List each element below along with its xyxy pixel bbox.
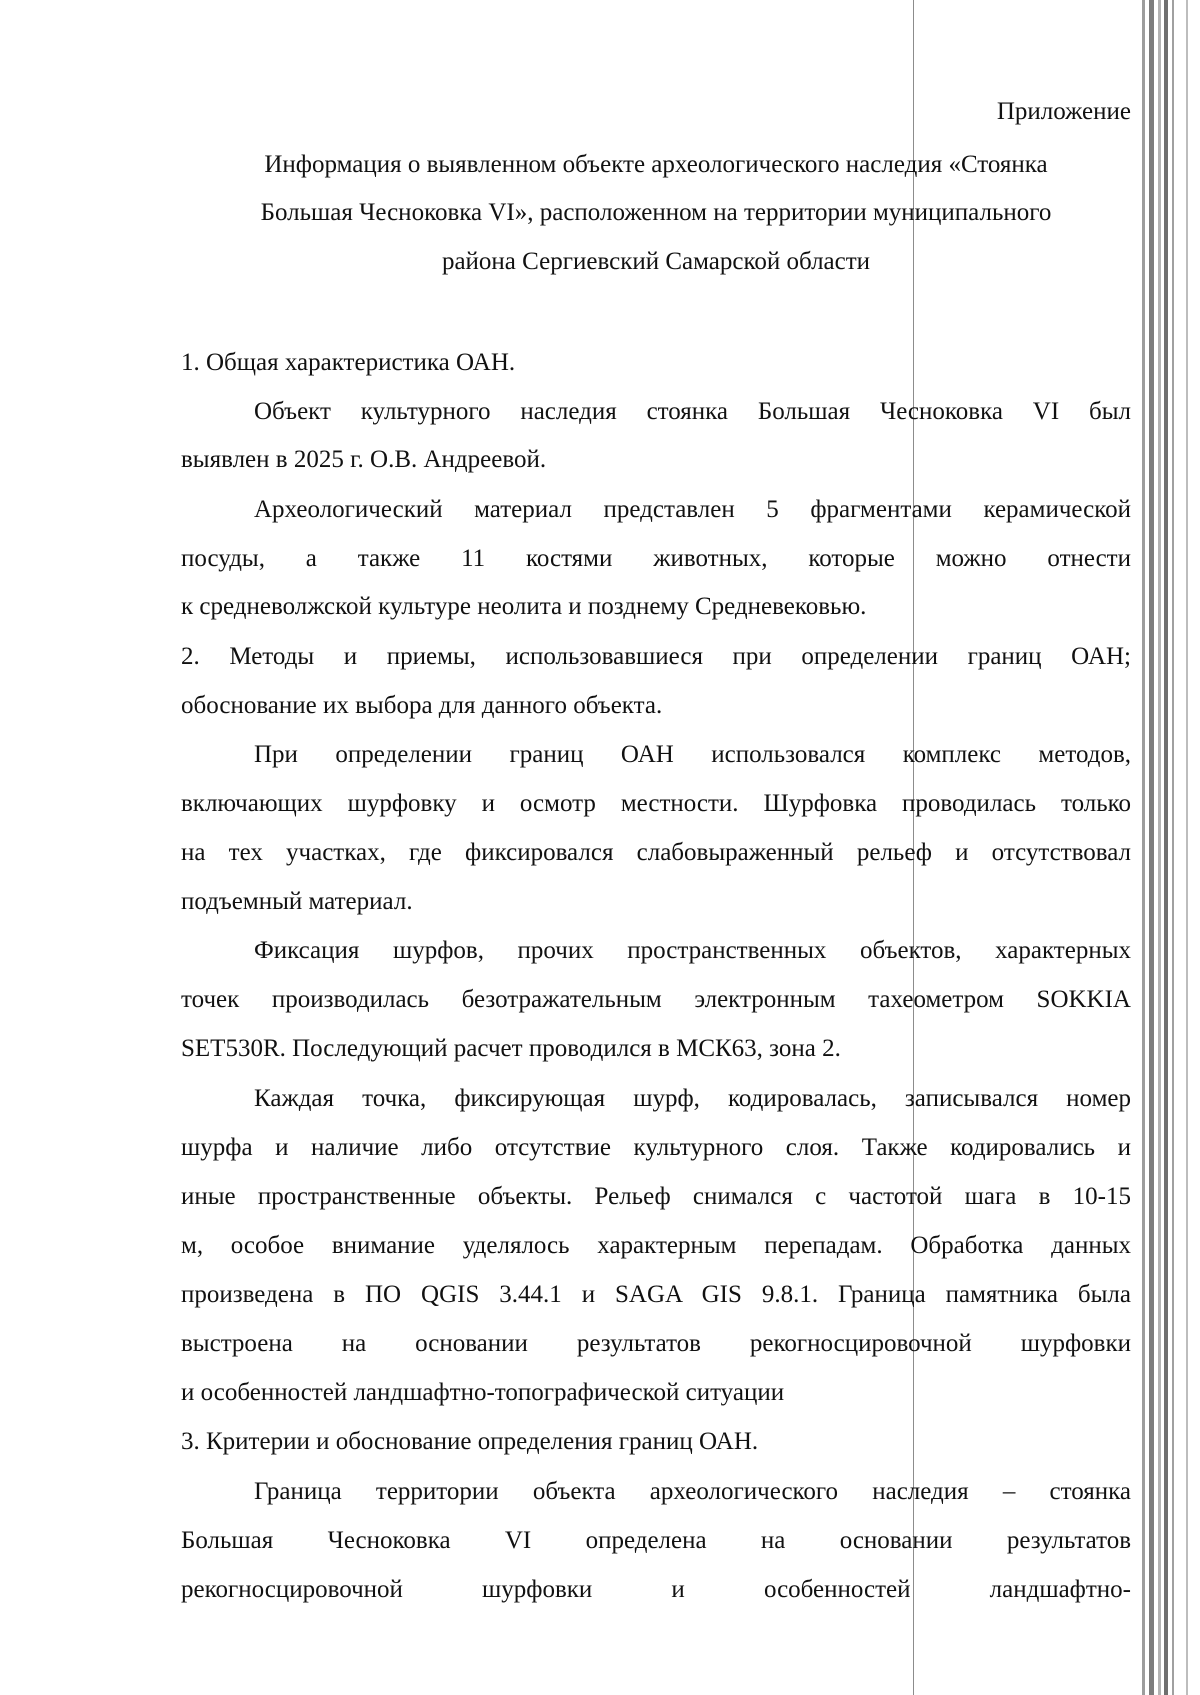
paragraph-line: произведена в ПО QGIS 3.44.1 и SAGA GIS 9.8.1. Граница памятника была — [181, 1281, 1131, 1308]
paragraph-line: Большая Чесноковка VI определена на основании результатов — [181, 1527, 1131, 1554]
paragraph-line: SET530R. Последующий расчет проводился в МСК63, зона 2. — [181, 1035, 841, 1062]
document-title: Большая Чесноковка VI», расположенном на территории муниципального — [260, 199, 1052, 226]
section-heading: 2. Методы и приемы, использовавшиеся при определении границ ОАН; — [181, 643, 1131, 670]
paragraph-line: к средневолжской культуре неолита и позднему Средневековью. — [181, 593, 867, 620]
document-title: района Сергиевский Самарской области — [441, 248, 871, 275]
paragraph-line: шурфа и наличие либо отсутствие культурного слоя. Также кодировались и — [181, 1134, 1131, 1161]
paragraph-line: включающих шурфовку и осмотр местности. Шурфовка проводилась только — [181, 790, 1131, 817]
paragraph-line: Каждая точка, фиксирующая шурф, кодировалась, записывался номер — [254, 1085, 1131, 1112]
paragraph-line: Археологический материал представлен 5 фрагментами керамической — [254, 496, 1131, 523]
page-edge-shadow — [1172, 0, 1174, 1695]
paragraph-line: подъемный материал. — [181, 888, 413, 915]
paragraph-line: и особенностей ландшафтно-топографической ситуации — [181, 1379, 785, 1406]
section-heading: 3. Критерии и обоснование определения границ ОАН. — [181, 1428, 759, 1455]
page-edge-shadow — [1164, 0, 1168, 1695]
page-edge-shadow — [1149, 0, 1154, 1695]
paragraph-line: рекогносцировочной шурфовки и особенностей ландшафтно- — [181, 1576, 1131, 1603]
paragraph-line: Граница территории объекта археологического наследия – стоянка — [254, 1478, 1131, 1505]
paragraph-line: Фиксация шурфов, прочих пространственных объектов, характерных — [254, 937, 1131, 964]
paragraph-line: выявлен в 2025 г. О.В. Андреевой. — [181, 446, 547, 473]
paragraph-line: м, особое внимание уделялось характерным перепадам. Обработка данных — [181, 1232, 1131, 1259]
page-edge-shadow — [1158, 0, 1161, 1695]
paragraph-line: посуды, а также 11 костями животных, которые можно отнести — [181, 545, 1131, 572]
appendix-label: Приложение — [996, 98, 1131, 125]
paragraph-line: выстроена на основании результатов рекогносцировочной шурфовки — [181, 1330, 1131, 1357]
paragraph-line: иные пространственные объекты. Рельеф снимался с частотой шага в 10-15 — [181, 1183, 1131, 1210]
section-heading: 1. Общая характеристика ОАН. — [181, 349, 516, 376]
page-edge-shadow — [1142, 0, 1145, 1695]
paragraph-line: точек производилась безотражательным электронным тахеометром SOKKIA — [181, 986, 1131, 1013]
paragraph-line: на тех участках, где фиксировался слабовыраженный рельеф и отсутствовал — [181, 839, 1131, 866]
document-title: Информация о выявленном объекте археологического наследия «Стоянка — [264, 151, 1048, 178]
paragraph-line: При определении границ ОАН использовался комплекс методов, — [254, 741, 1131, 768]
page-edge-shadow — [1186, 0, 1188, 1695]
paragraph-line: Объект культурного наследия стоянка Большая Чесноковка VI был — [254, 398, 1131, 425]
section-heading: обоснование их выбора для данного объекта. — [181, 692, 663, 719]
